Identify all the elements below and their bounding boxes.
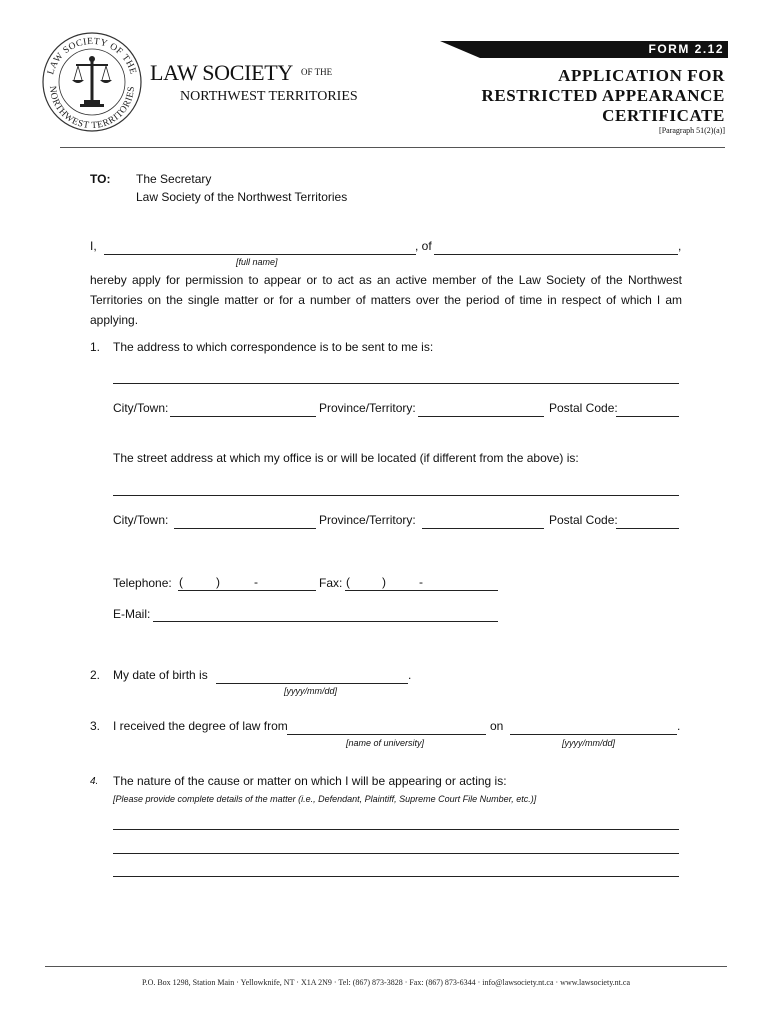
of-location-input[interactable] [434,236,678,255]
section1-heading: The address to which correspondence is to be sent to me is: [113,340,434,354]
intro-comma: , [678,239,682,253]
province-label: Province/Territory: [319,401,416,415]
office-city-input[interactable] [174,510,316,529]
seal-lettering [40,30,144,134]
city-label: City/Town: [113,401,169,415]
fax-paren-open: ( [346,575,350,589]
telephone-paren-close: ) [216,575,220,589]
org-of-the: OF THE [301,67,333,77]
telephone-paren-open: ( [179,575,183,589]
degree-date-hint: [yyyy/mm/dd] [562,738,616,748]
matter-details-input-1[interactable] [113,815,679,830]
section3-text: I received the degree of law from [113,719,288,733]
university-input[interactable] [287,716,486,735]
street-heading: The street address at which my office is or will be located (if different from the above) is: [113,451,579,465]
date-of-birth-input[interactable] [216,665,408,684]
university-hint: [name of university] [346,738,425,748]
section1-number: 1. [90,340,101,354]
footer-contact: P.O. Box 1298, Station Main · Yellowknife, NT · X1A 2N9 · Tel: (867) 873-3828 · Fax: (867) 873-6344 · info@lawsociety.nt.ca · www.lawsociety.nt.ca [142,978,630,987]
fax-label: Fax: [319,576,343,590]
correspondence-address-input[interactable] [113,369,679,384]
intro-statement: hereby apply for permission to appear or to act as an active member of the Law Society of the Northwest Territories on the single matter or for a number of matters over the period of time in respect of which I am applying. [90,273,682,327]
recipient-line2: Law Society of the Northwest Territories [136,190,348,204]
province-label-2: Province/Territory: [319,513,416,527]
postal-label-2: Postal Code: [549,513,618,527]
header-divider [60,147,725,148]
form-title-line3: CERTIFICATE [602,106,725,125]
section3-on-label: on [490,719,504,733]
postal-code-input[interactable] [616,398,679,417]
section3-period: . [677,719,681,733]
office-address-input[interactable] [113,481,679,496]
office-province-input[interactable] [422,510,544,529]
section2-period: . [408,668,412,682]
footer-divider [45,966,727,967]
degree-date-input[interactable] [510,716,677,735]
page-header [0,0,770,150]
matter-details-input-2[interactable] [113,839,679,854]
full-name-input[interactable] [104,236,416,255]
date-of-birth-hint: [yyyy/mm/dd] [284,686,338,696]
svg-text:LAW SOCIETY OF THE: LAW SOCIETY OF THE [46,36,138,76]
org-name-line1 [150,60,332,86]
section4-text: The nature of the cause or matter on which I will be appearing or acting is: [113,774,507,788]
section4-hint: [Please provide complete details of the matter (i.e., Defendant, Plaintiff, Supreme Court File Number, etc.)] [113,794,537,804]
section3-number: 3. [90,719,101,733]
office-postal-code-input[interactable] [616,510,679,529]
of-label: , of [415,239,432,253]
telephone-label: Telephone: [113,576,172,590]
fax-dash: - [419,575,423,589]
telephone-dash: - [254,575,258,589]
section4-number: 4. [90,776,99,787]
fax-field-group [345,572,498,590]
postal-label: Postal Code: [549,401,618,415]
to-label: TO: [90,172,111,186]
full-name-hint: [full name] [236,257,278,267]
section2-number: 2. [90,668,101,682]
city-input[interactable] [170,398,316,417]
email-label: E-Mail: [113,607,151,621]
section2-text: My date of birth is [113,668,208,682]
svg-text:NORTHWEST TERRITORIES: NORTHWEST TERRITORIES [46,85,138,132]
city-label-2: City/Town: [113,513,169,527]
email-input[interactable] [153,603,498,622]
org-law-society: LAW SOCIETY [150,60,294,85]
form-number: FORM 2.12 [648,42,724,56]
org-region: NORTHWEST TERRITORIES [180,89,358,104]
i-label: I, [90,239,97,253]
province-input[interactable] [418,398,544,417]
matter-details-input-3[interactable] [113,862,679,877]
paragraph-reference: [Paragraph 51(2)(a)] [659,126,725,135]
telephone-input[interactable] [178,572,316,591]
form-title-line1: APPLICATION FOR [558,66,725,85]
form-title-line2: RESTRICTED APPEARANCE [481,86,725,105]
telephone-field-group [178,572,316,590]
recipient-line1: The Secretary [136,172,212,186]
fax-paren-close: ) [382,575,386,589]
